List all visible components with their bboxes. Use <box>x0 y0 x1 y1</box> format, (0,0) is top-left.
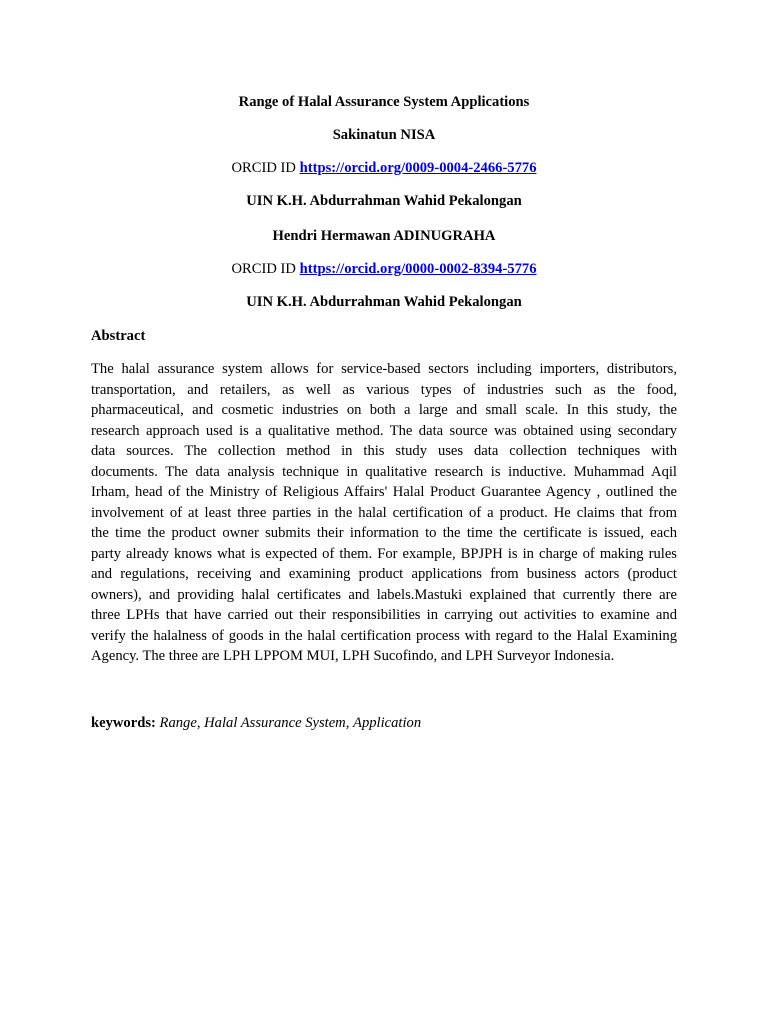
keyword-separator: , <box>196 715 205 731</box>
abstract-line: The halal assurance system allows for service-based sectors including importers, distributors, <box>91 361 677 377</box>
abstract-line: transportation, and retailers, as well as various types of industries such as the food, <box>91 381 677 398</box>
author-2-orcid-label: ORCID ID <box>231 261 296 277</box>
author-2-orcid-line <box>0 259 768 279</box>
keyword: Range <box>159 715 197 731</box>
author-1-name: Sakinatun NISA <box>332 127 436 143</box>
abstract-line: documents. The data analysis technique in qualitative research is inductive. Muhammad Aqil <box>91 463 677 480</box>
abstract-line: Agency. The three are LPH LPPOM MUI, LPH Sucofindo, and LPH Surveyor Indonesia. <box>91 648 615 664</box>
author-1-affiliation: UIN K.H. Abdurrahman Wahid Pekalongan <box>246 193 522 209</box>
abstract-line: and regulations, receiving and examining product applications from business actors (product <box>91 566 677 582</box>
keyword-separator: , <box>345 715 354 731</box>
keywords-label: keywords: <box>91 715 156 731</box>
author-1-orcid-link[interactable]: https://orcid.org/0009-0004-2466-5776 <box>299 160 537 176</box>
abstract-line: verify the halalness of goods in the halal certification process with regard to the Halal Examining <box>91 627 677 644</box>
author-1-orcid-label: ORCID ID <box>231 160 296 176</box>
author-1-orcid-line <box>0 158 768 178</box>
abstract-line: data sources. The collection method in this study uses data collection techniques with <box>91 443 677 459</box>
paper-title: Range of Halal Assurance System Applications <box>238 94 530 110</box>
keywords-line <box>91 713 421 733</box>
abstract-line: pharmaceutical, and cosmetic industries on both a large and small scale. In this study, the <box>91 402 677 418</box>
abstract-line: Irham, head of the Ministry of Religious Affairs' Halal Product Guarantee Agency , outlined the <box>91 484 677 500</box>
author-2-name: Hendri Hermawan ADINUGRAHA <box>272 228 496 244</box>
keyword: Halal Assurance System <box>204 715 346 731</box>
abstract-line: owners), and providing halal certificates and labels.Mastuki explained that currently there are <box>91 586 677 603</box>
abstract-line: research approach used is a qualitative method. The data source was obtained using secondary <box>91 422 677 439</box>
abstract-line: the time the product owner submits their information to the time the certificate is issued, each <box>91 525 677 541</box>
abstract-body <box>91 359 677 667</box>
abstract-line: three LPHs that have carried out their responsibilities in carrying out activities to examine and <box>91 607 677 623</box>
author-2-orcid-link[interactable]: https://orcid.org/0000-0002-8394-5776 <box>299 261 537 277</box>
abstract-line: party already knows what is expected of them. For example, BPJPH is in charge of making rules <box>91 545 677 562</box>
abstract-line: involvement of at least three parties in the halal certification of a product. He claims that from <box>91 504 677 521</box>
author-2-affiliation: UIN K.H. Abdurrahman Wahid Pekalongan <box>246 294 522 310</box>
keyword: Application <box>353 715 422 731</box>
abstract-heading: Abstract <box>91 328 146 344</box>
